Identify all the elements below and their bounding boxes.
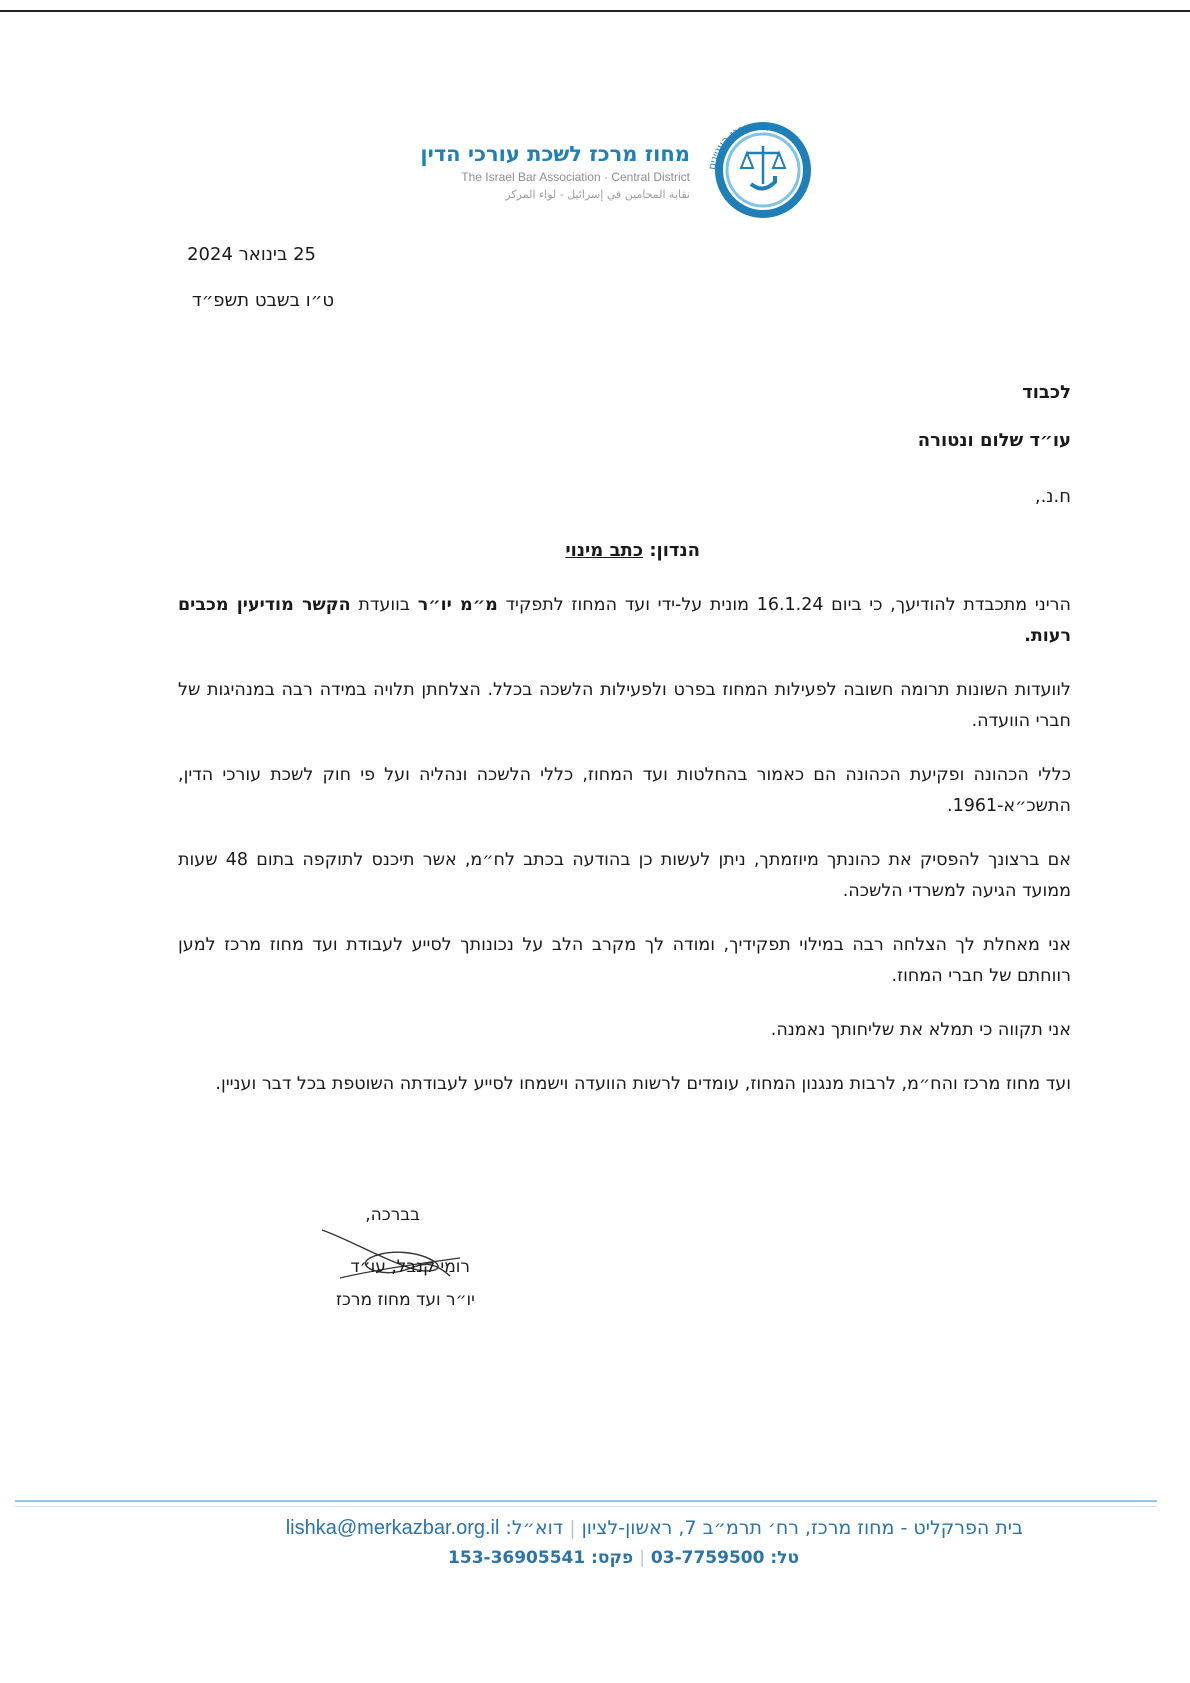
footer-address: בית הפרקליט - מחוז מרכז, רח׳ תרמ״ב 7, ראשון-לציון	[581, 1517, 1023, 1539]
email-link[interactable]: lishka@merkazbar.org.il	[285, 1517, 500, 1539]
fax-number: 153-36905541	[448, 1548, 586, 1568]
footer-phone-row: טל: 03-7759500|פקס: 153-36905541	[448, 1548, 799, 1568]
scan-edge-line	[0, 10, 1190, 12]
svg-text:המוקד במרכז העניינים: המוקד במרכז העניינים	[706, 120, 792, 171]
body-paragraph: אני מאחלת לך הצלחה רבה במילוי תפקידיך, ומודה לך מקרב הלב על נכונותך לסייע לעבודת ועד מחוז מרכז למען רווחתם של חברי המחוז.	[178, 935, 1071, 986]
subject-line	[565, 540, 700, 561]
signoff: בברכה,	[365, 1205, 420, 1225]
body-paragraph: ועד מחוז מרכז והח״מ, לרבות מנגנון המחוז, עומדים לרשות הוועדה וישמחו לסייע לעבודתה השוטפת בכל דבר ועניין.	[215, 1074, 1071, 1094]
org-name-english: The Israel Bar Association · Central District	[461, 170, 690, 184]
subject-label: הנדון:	[649, 540, 700, 561]
handwritten-signature	[310, 1218, 470, 1288]
signer-title: יו״ר ועד מחוז מרכז	[336, 1290, 475, 1310]
bar-association-emblem-icon	[695, 98, 820, 223]
body-paragraph: כללי הכהונה ופקיעת הכהונה הם כאמור בהחלטות ועד המחוז, כללי הלשכה ונהליה ועל פי חוק לשכת עורכי הדין, התשכ״א-1961.	[178, 765, 1071, 816]
footer-divider-secondary	[15, 1506, 1157, 1507]
body-paragraph: לוועדות השונות תרומה חשובה לפעילות המחוז בפרט ולפעילות הלשכה בכלל. הצלחתן תלויה במידה רבה במנהיגות של חברי הוועדה.	[178, 680, 1071, 731]
letterhead	[420, 98, 820, 228]
committee-name: הקשר מודיעין מכבים רעות.	[178, 595, 1071, 646]
signer-name: רומי קנבל, עו״ד	[350, 1257, 470, 1277]
phone-number: 03-7759500	[650, 1548, 765, 1568]
org-name-hebrew: מחוז מרכז לשכת עורכי הדין	[420, 142, 690, 166]
addressee-label: לכבוד	[1022, 382, 1071, 403]
addressee-greeting: ח.נ.,	[1034, 486, 1071, 507]
footer-divider	[15, 1500, 1157, 1502]
body-paragraph: אני תקווה כי תמלא את שליחותך נאמנה.	[770, 1020, 1071, 1040]
addressee-name: עו״ד שלום ונטורה	[917, 430, 1071, 451]
fax-label: פקס:	[591, 1548, 634, 1568]
body-paragraph-appointment: הריני מתכבדת להודיעך, כי ביום 16.1.24 מונית על-ידי ועד המחוז לתפקיד מ״מ יו״ר בוועדת הקשר מודיעין מכבים רעות.	[178, 595, 1071, 646]
subject-value: כתב מינוי	[565, 540, 644, 561]
footer-contact-row: בית הפרקליט - מחוז מרכז, רח׳ תרמ״ב 7, ראשון-לציון|דוא״ל: lishka@merkazbar.org.il	[285, 1517, 1023, 1539]
appointed-role: מ״מ יו״ר	[417, 595, 498, 615]
email-label: דוא״ל:	[505, 1517, 564, 1539]
phone-label: טל:	[770, 1548, 799, 1568]
body-paragraph: אם ברצונך להפסיק את כהונתך מיוזמתך, ניתן לעשות כן בהודעה בכתב לח״מ, אשר תיכנס לתוקפה בתום 48 שעות ממועד הגיעה למשרדי הלשכה.	[178, 850, 1071, 901]
letter-date-gregorian: 25 בינואר 2024	[187, 244, 316, 265]
letter-date-hebrew: ט״ו בשבט תשפ״ד	[191, 290, 334, 311]
org-name-arabic: نقابة المحامين في إسرائيل - لواء المركز	[505, 188, 690, 201]
letter-body	[178, 590, 1071, 1123]
